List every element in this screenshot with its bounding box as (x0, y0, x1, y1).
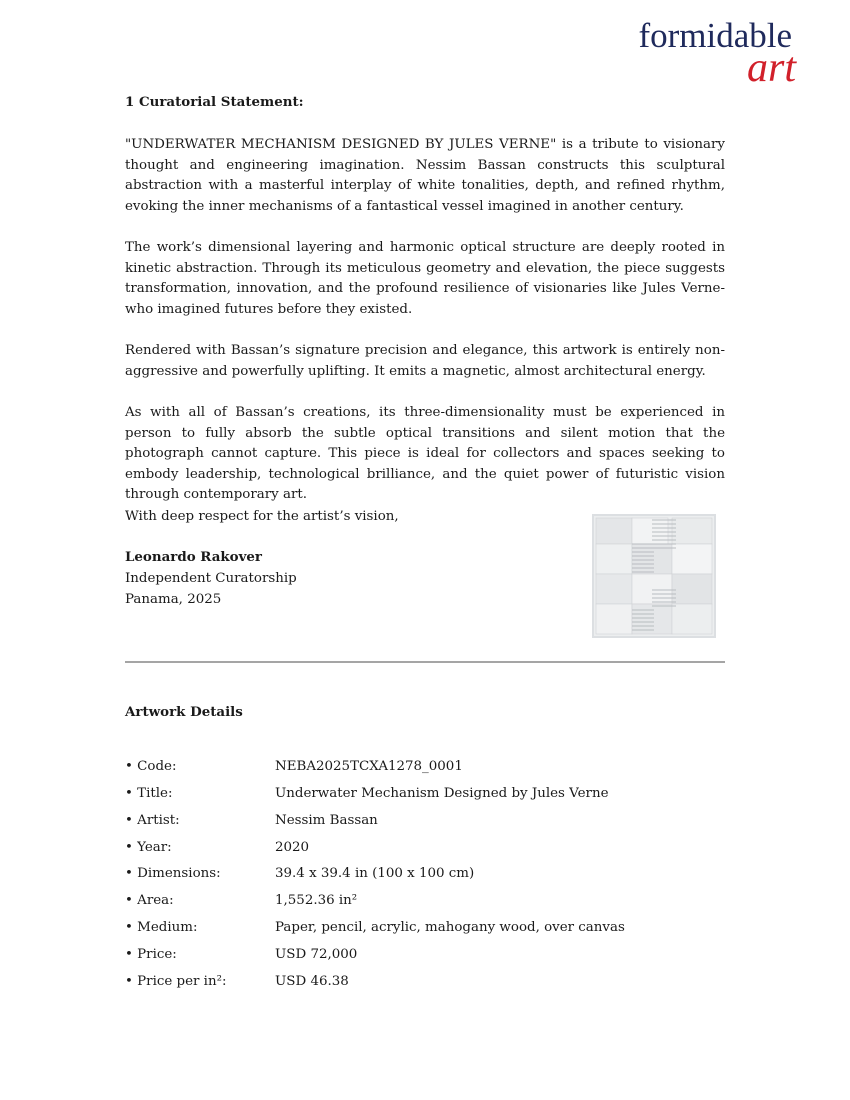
detail-label: • Area: (125, 893, 174, 908)
detail-label: • Artist: (125, 813, 180, 828)
detail-row-title (125, 786, 725, 813)
paragraph-text: "UNDERWATER MECHANISM DESIGNED BY JULES VERNE" is a tribute to visionary thought and engineering imagination. Nessim Bassan constructs this sculptural abstraction with a masterful interplay of white tonalities, depth, and refined rhythm, evoking the inner mechanisms of a fantastical vessel imagined in another century. (125, 137, 725, 214)
statement-paragraph-4 (125, 403, 725, 506)
detail-row-price (125, 947, 725, 974)
detail-value: 39.4 x 39.4 in (100 x 100 cm) (275, 866, 475, 881)
artwork-details-heading: Artwork Details (125, 704, 243, 720)
detail-label: • Year: (125, 840, 172, 855)
signature-place: Panama, 2025 (125, 592, 222, 607)
detail-label: • Dimensions: (125, 866, 221, 881)
detail-label: • Title: (125, 786, 173, 801)
detail-value: Underwater Mechanism Designed by Jules Verne (275, 786, 609, 801)
detail-label: • Code: (125, 759, 177, 774)
paragraph-text: The work’s dimensional layering and harmonic optical structure are deeply rooted in kinetic abstraction. Through its meticulous geometry and elevation, the piece suggests transformation, innovation, and the profound resilience of visionaries like Jules Verne-who imagined futures before they existed. (125, 240, 725, 317)
brand-logo (638, 16, 796, 91)
section-divider (125, 661, 725, 663)
detail-row-artist (125, 813, 725, 840)
signature-role: Independent Curatorship (125, 571, 297, 586)
detail-row-year (125, 840, 725, 867)
detail-value: Paper, pencil, acrylic, mahogany wood, over canvas (275, 920, 625, 935)
paragraph-text: As with all of Bassan’s creations, its three-dimensionality must be experienced in person to fully absorb the subtle optical transitions and silent motion that the photograph cannot capture. This piece is ideal for collectors and spaces seeking to embody leadership, technological brilliance, and the quiet power of futuristic vision through contemporary art. (125, 405, 725, 503)
detail-row-area (125, 893, 725, 920)
detail-row-code (125, 759, 725, 786)
detail-value: Nessim Bassan (275, 813, 378, 828)
detail-label: • Medium: (125, 920, 198, 935)
curatorial-statement-heading: 1 Curatorial Statement: (125, 94, 304, 110)
signature-block (125, 547, 297, 610)
closing-line: With deep respect for the artist’s vision, (125, 509, 399, 524)
detail-label: • Price: (125, 947, 177, 962)
logo-wordmark-formidable: formidable (638, 16, 792, 55)
signature-name: Leonardo Rakover (125, 549, 262, 565)
detail-row-dimensions (125, 866, 725, 893)
detail-value: NEBA2025TCXA1278_0001 (275, 759, 463, 774)
paragraph-text: Rendered with Bassan’s signature precision and elegance, this artwork is entirely non-aggressive and powerfully uplifting. It emits a magnetic, almost architectural energy. (125, 343, 725, 379)
detail-value: USD 72,000 (275, 947, 358, 962)
artwork-thumbnail (592, 514, 716, 638)
statement-paragraph-1 (125, 135, 725, 217)
detail-row-price-per-sq-in (125, 974, 725, 1001)
detail-row-medium (125, 920, 725, 947)
statement-paragraph-3 (125, 341, 725, 382)
detail-value: USD 46.38 (275, 974, 349, 989)
statement-paragraph-2 (125, 238, 725, 320)
logo-wordmark-art: art (746, 45, 796, 91)
detail-value: 2020 (275, 840, 310, 855)
detail-label: • Price per in²: (125, 974, 227, 989)
detail-value: 1,552.36 in² (275, 893, 358, 908)
